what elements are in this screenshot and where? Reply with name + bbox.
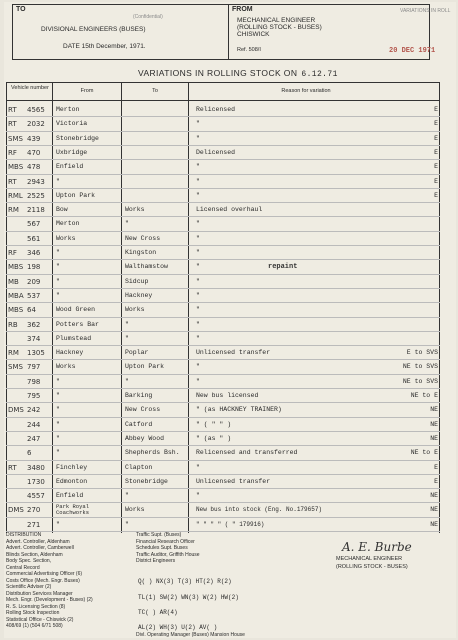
reason-cell: " ( " " ) (196, 420, 232, 428)
vehicle-number: 362 (27, 320, 41, 329)
vehicle-number: 270 (27, 506, 41, 515)
to-cell: New Cross (125, 406, 161, 414)
to-cell: Shepherds Bsh. (125, 449, 180, 457)
licence-status: NE (430, 492, 438, 500)
from-cell: Wood Green (56, 306, 96, 314)
from-cell: Hackney (56, 349, 84, 357)
vehicle-class: RF (8, 249, 17, 257)
row-rule (6, 116, 440, 117)
reason-cell: " (196, 377, 200, 385)
signature-title-1: MECHANICAL ENGINEER (336, 556, 403, 562)
to-cell: Catford (125, 420, 153, 428)
to-cell: " (125, 320, 129, 328)
from-line-3: CHISWICK (237, 31, 270, 38)
from-cell: " (56, 377, 60, 385)
vehicle-class: RT (8, 120, 17, 129)
title-date: 6.12.71 (301, 70, 338, 79)
from-cell: " (56, 277, 60, 285)
reason-cell: Unlicensed transfer (196, 349, 271, 357)
vehicle-class: RB (8, 320, 18, 329)
vehicle-class: MBS (8, 306, 24, 315)
row-rule (6, 431, 440, 432)
reason-cell: New bus into stock (Eng. No.179657) (196, 506, 323, 514)
vehicle-number: 1730 (27, 477, 45, 486)
row-rule (6, 245, 440, 246)
reason-cell: " (196, 191, 200, 199)
signature-block (336, 555, 428, 575)
row-rule (6, 302, 440, 303)
vehicle-class: DMS (8, 406, 24, 415)
col-divider (52, 83, 53, 533)
licence-status: NE to SVS (402, 363, 438, 371)
row-rule (6, 131, 440, 132)
reason-cell: New bus licensed (196, 392, 259, 399)
vehicle-number: 374 (27, 334, 41, 343)
vehicle-number: 209 (27, 277, 41, 286)
confidential-stamp: (Confidential) (133, 14, 163, 20)
vehicle-number: 2032 (27, 120, 45, 129)
vehicle-number: 2525 (27, 191, 45, 200)
vehicle-number: 4557 (27, 492, 45, 501)
table-border-right (439, 83, 440, 533)
vehicle-number: 478 (27, 163, 41, 172)
from-cell: Finchley (56, 463, 88, 471)
vehicle-class: RT (8, 106, 17, 114)
from-line-2: (ROLLING STOCK - BUSES) (237, 24, 322, 31)
from-cell: " (56, 406, 60, 414)
row-rule (6, 288, 440, 289)
from-cell: Bow (56, 206, 68, 214)
reason-cell: Licensed overhaul (196, 206, 263, 214)
licence-status: E to SVS (406, 349, 438, 357)
distribution-list: DISTRIBUTION Advert. Controller, Aldenham Advert. Controller, Camberwell Blinds Section, Aldenham Body Spec. Section, Central Record Commercial Advertising Officer (6) Costs Office (Mech. Engr. Buses) Scientific Adviser (2) Distribution Services Manager Mech. Engr. (Development - Buses) (2) R. S. Licensing Section (8) Rolling Stock Inspection Statistical Office - Chiswick (2) 408/69 (1) (504 6/71 508) (6, 532, 93, 629)
reason-cell: Relicensed and transferred (196, 449, 298, 457)
reason-cell: Delicensed (196, 148, 236, 156)
reference: Ref. 508/I (237, 47, 261, 53)
row-rule (6, 417, 440, 418)
row-rule (6, 460, 440, 461)
vehicle-class: MBS (8, 163, 24, 172)
to-cell: Stonebridge (125, 477, 168, 485)
vehicle-number: 244 (27, 420, 41, 429)
to-cell: Sidcup (125, 277, 149, 285)
reason-cell: " (196, 234, 200, 242)
to-cell: Barking (125, 392, 153, 399)
from-cell: Uxbridge (56, 148, 88, 156)
licence-status: E (434, 148, 438, 156)
reason-cell: " (196, 120, 200, 128)
from-cell: " (56, 420, 60, 428)
to-cell: Upton Park (125, 363, 165, 371)
reason-cell: Relicensed (196, 106, 236, 113)
row-rule (6, 331, 440, 332)
vehicle-number: 3480 (27, 463, 45, 472)
row-rule (6, 274, 440, 275)
vehicle-number: 567 (27, 220, 41, 229)
to-cell: Walthamstow (125, 263, 168, 271)
vehicle-class: RM (8, 349, 19, 358)
garage-codes-4: AL(2) WH(3) U(2) AV( ) (138, 624, 218, 631)
reason-cell: " (196, 363, 200, 371)
garage-codes-3: TC( ) AR(4) (138, 609, 178, 616)
to-cell: Works (125, 306, 145, 314)
received-date-stamp: 20 DEC 1971 (389, 47, 436, 55)
to-cell: " (125, 220, 129, 228)
licence-status: E (434, 477, 438, 485)
to-cell: Clapton (125, 463, 153, 471)
from-cell: " (56, 449, 60, 457)
vehicle-number: 271 (27, 520, 41, 529)
from-cell: Merton (56, 220, 80, 228)
reason-cell: " (196, 134, 200, 142)
vehicle-number: 795 (27, 392, 41, 400)
from-cell: " (56, 434, 60, 442)
vehicle-number: 346 (27, 249, 41, 257)
licence-status: E (434, 120, 438, 128)
row-rule (6, 159, 440, 160)
from-cell: Stonebridge (56, 134, 99, 142)
memo-header (12, 4, 430, 60)
to-recipient: DIVISIONAL ENGINEERS (BUSES) (41, 26, 146, 33)
to-cell: New Cross (125, 234, 161, 242)
col-header-vehicle: Vehicle number (11, 85, 49, 91)
licence-status: E (434, 163, 438, 171)
vehicle-class: RT (8, 463, 17, 472)
licence-status: NE to E (410, 392, 438, 399)
to-cell: Hackney (125, 291, 153, 299)
to-cell: " (125, 377, 129, 385)
from-cell: Edmonton (56, 477, 88, 485)
from-cell: " (56, 520, 60, 528)
reason-cell: " (196, 320, 200, 328)
vehicle-number: 64 (27, 306, 36, 315)
row-rule (6, 374, 440, 375)
col-header-to: To (152, 88, 158, 94)
vehicle-class: RM (8, 206, 19, 215)
memo-date: DATE 15th December, 1971. (63, 43, 146, 50)
title-text: VARIATIONS IN ROLLING STOCK ON (138, 68, 298, 78)
reason-cell: Unlicensed transfer (196, 477, 271, 485)
vehicle-number: 797 (27, 363, 41, 372)
from-cell: Plumstead (56, 334, 92, 342)
vehicle-number: 537 (27, 291, 41, 300)
from-cell: " (56, 291, 60, 299)
to-cell: Poplar (125, 349, 149, 357)
from-line-1: MECHANICAL ENGINEER (237, 17, 316, 24)
col-header-reason: Reason for variation (281, 88, 331, 94)
licence-status: NE (430, 406, 438, 414)
row-rule (6, 202, 440, 203)
row-rule (6, 445, 440, 446)
licence-status: NE to SVS (402, 377, 438, 385)
from-cell: Victoria (56, 120, 88, 128)
row-rule (6, 345, 440, 346)
header-rule (6, 100, 440, 101)
licence-status: E (434, 134, 438, 142)
row-rule (6, 402, 440, 403)
from-cell: " (56, 177, 60, 185)
licence-status: E (434, 177, 438, 185)
vehicle-number: 6 (27, 449, 32, 458)
from-cell: Works (56, 363, 76, 371)
reason-cell: " (as HACKNEY TRAINER) (196, 406, 282, 414)
col-divider (188, 83, 189, 533)
row-rule (6, 188, 440, 189)
reason-cell: " (196, 177, 200, 185)
vehicle-class: RF (8, 148, 17, 157)
from-cell: Enfield (56, 163, 84, 171)
vehicle-number: 470 (27, 148, 41, 157)
received-stamp-text: VARIATIONS IN ROLL (400, 8, 451, 14)
reason-cell: " (196, 220, 200, 228)
row-rule (6, 216, 440, 217)
row-rule (6, 388, 440, 389)
vehicle-number: 1305 (27, 349, 45, 358)
to-cell: " (125, 520, 129, 528)
to-label: TO (16, 6, 26, 13)
vehicle-class: SMS (8, 134, 23, 143)
variations-table (6, 82, 440, 533)
vehicle-class: RT (8, 177, 17, 186)
reason-cell: " (196, 492, 200, 500)
reason-cell: " (as " ) (196, 434, 232, 442)
from-cell: Park Royal Coachworks (56, 503, 90, 517)
vehicle-number: 561 (27, 234, 41, 243)
page-title (138, 68, 338, 79)
to-cell: Kingston (125, 249, 157, 256)
reason-cell: " " " " ( " 179916) (196, 520, 265, 528)
from-cell: " (56, 263, 60, 271)
vehicle-number: 247 (27, 434, 41, 443)
reason-cell: " (196, 163, 200, 171)
vehicle-class: MBS (8, 263, 24, 272)
row-rule (6, 474, 440, 475)
reason-cell: " (196, 263, 200, 271)
to-cell: Abbey Wood (125, 434, 165, 442)
garage-codes-2: TL(1) SW(2) WN(3) W(2) HW(2) (138, 594, 239, 601)
reason-cell: " (196, 249, 200, 256)
signature: A. E. Burbe (342, 540, 412, 554)
reason-cell: " (196, 291, 200, 299)
reason-cell: " (196, 277, 200, 285)
vehicle-number: 242 (27, 406, 41, 415)
licence-status: E (434, 106, 438, 113)
vehicle-number: 798 (27, 377, 41, 386)
from-cell: Potters Bar (56, 320, 99, 328)
row-rule (6, 488, 440, 489)
document-sheet (4, 2, 456, 638)
traffic-recipients: Traffic Supt. (Buses) Financial Research Officer Schedules Supt. Buses Traffic Auditor, Griffith House District Engineers (136, 532, 200, 564)
vehicle-class: RML (8, 191, 23, 200)
reason-cell: " (196, 334, 200, 342)
signature-title-2: (ROLLING STOCK - BUSES) (336, 564, 408, 570)
row-rule (6, 231, 440, 232)
licence-status: NE (430, 520, 438, 528)
licence-status: NE (430, 506, 438, 514)
from-cell: " (56, 249, 60, 256)
from-cell: Works (56, 234, 76, 242)
licence-status: NE to E (410, 449, 438, 457)
row-rule (6, 145, 440, 146)
vehicle-number: 439 (27, 134, 41, 143)
col-divider (121, 83, 122, 533)
row-rule (6, 317, 440, 318)
vehicle-number: 4565 (27, 106, 45, 114)
reason-cell: " (196, 306, 200, 314)
from-cell: " (56, 392, 60, 399)
footer-bottom-line: Divl. Operating Manager (Buses) Mansion House (136, 632, 245, 638)
licence-status: NE (430, 434, 438, 442)
row-rule (6, 259, 440, 260)
col-header-from: From (80, 88, 94, 94)
row-rule (6, 359, 440, 360)
licence-status: E (434, 191, 438, 199)
row-rule (6, 517, 440, 518)
vehicle-number: 2118 (27, 206, 45, 215)
licence-status: E (434, 463, 438, 471)
note-repaint: repaint (268, 263, 298, 272)
table-border-left (6, 83, 7, 533)
vehicle-number: 198 (27, 263, 41, 272)
vehicle-class: SMS (8, 363, 23, 372)
to-cell: " (125, 492, 129, 500)
to-cell: Works (125, 506, 145, 514)
vehicle-class: MBA (8, 291, 24, 300)
garage-codes-1: Q( ) NX(3) T(3) HT(2) R(2) (138, 578, 232, 585)
vehicle-class: MB (8, 277, 19, 286)
reason-cell: " (196, 463, 200, 471)
to-cell: Works (125, 206, 145, 214)
from-cell: Merton (56, 106, 80, 113)
to-section (13, 5, 229, 59)
vehicle-number: 2943 (27, 177, 45, 186)
from-label: FROM (232, 6, 253, 13)
from-cell: Upton Park (56, 191, 96, 199)
vehicle-class: DMS (8, 506, 24, 515)
to-cell: " (125, 334, 129, 342)
memo-footer (6, 532, 440, 638)
from-cell: Enfield (56, 492, 84, 500)
row-rule (6, 174, 440, 175)
licence-status: NE (430, 420, 438, 428)
